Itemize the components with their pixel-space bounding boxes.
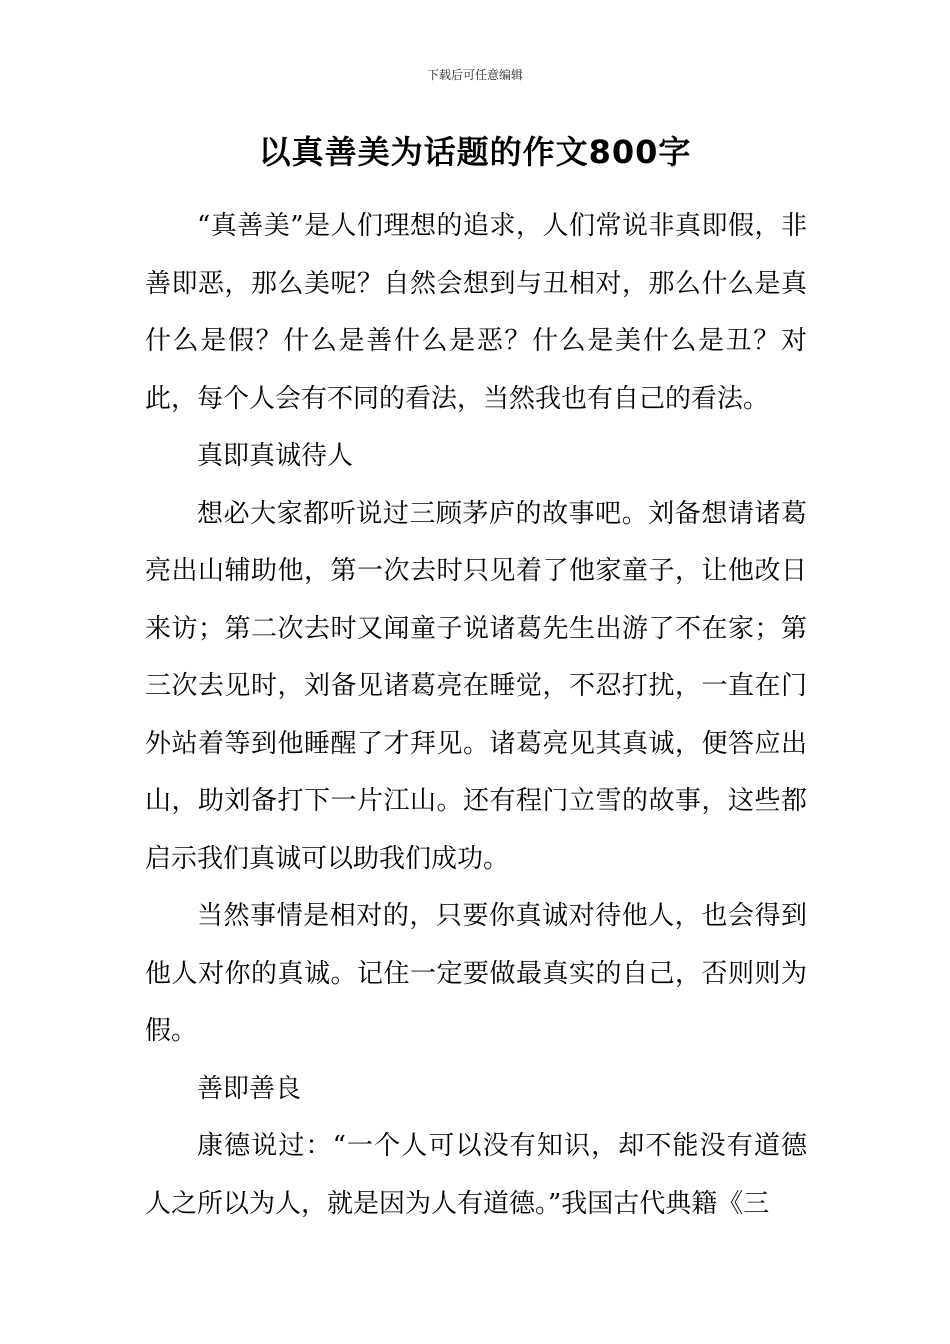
header-note: 下载后可任意编辑 xyxy=(426,68,523,82)
section-heading-goodness: 善即善良 xyxy=(197,1073,302,1104)
paragraph-intro: “真善美”是人们理想的追求，人们常说非真即假，非善即恶，那么美呢？自然会想到与丑相对，那么什么是真什么是假？什么是善什么是恶？什么是美什么是丑？对此，每个人会有不同的看法，当然我也有自己的看法。 xyxy=(145,211,807,414)
document-title: 以真善美为话题的作文800字 xyxy=(258,133,692,171)
paragraph-truth-conclusion: 当然事情是相对的，只要你真诚对待他人，也会得到他人对你的真诚。记住一定要做最真实的自己，否则则为假。 xyxy=(145,901,807,1046)
document-body xyxy=(145,198,807,1233)
paragraph-goodness-quote: 康德说过：“一个人可以没有知识，却不能没有道德人之所以为人，就是因为人有道德。”我国古代典籍《三 xyxy=(145,1131,807,1219)
section-heading-truth: 真即真诚待人 xyxy=(197,441,354,471)
paragraph-truth-story: 想必大家都听说过三顾茅庐的故事吧。刘备想请诸葛亮出山辅助他，第一次去时只见着了他家童子，让他改日来访；第二次去时又闻童子说诸葛先生出游了不在家；第三次去见时，刘备见诸葛亮在睡觉，不忍打扰，一直在门外站着等到他睡醒了才拜见。诸葛亮见其真诚，便答应出山，助刘备打下一片江山。还有程门立雪的故事，这些都启示我们真诚可以助我们成功。 xyxy=(145,498,807,874)
